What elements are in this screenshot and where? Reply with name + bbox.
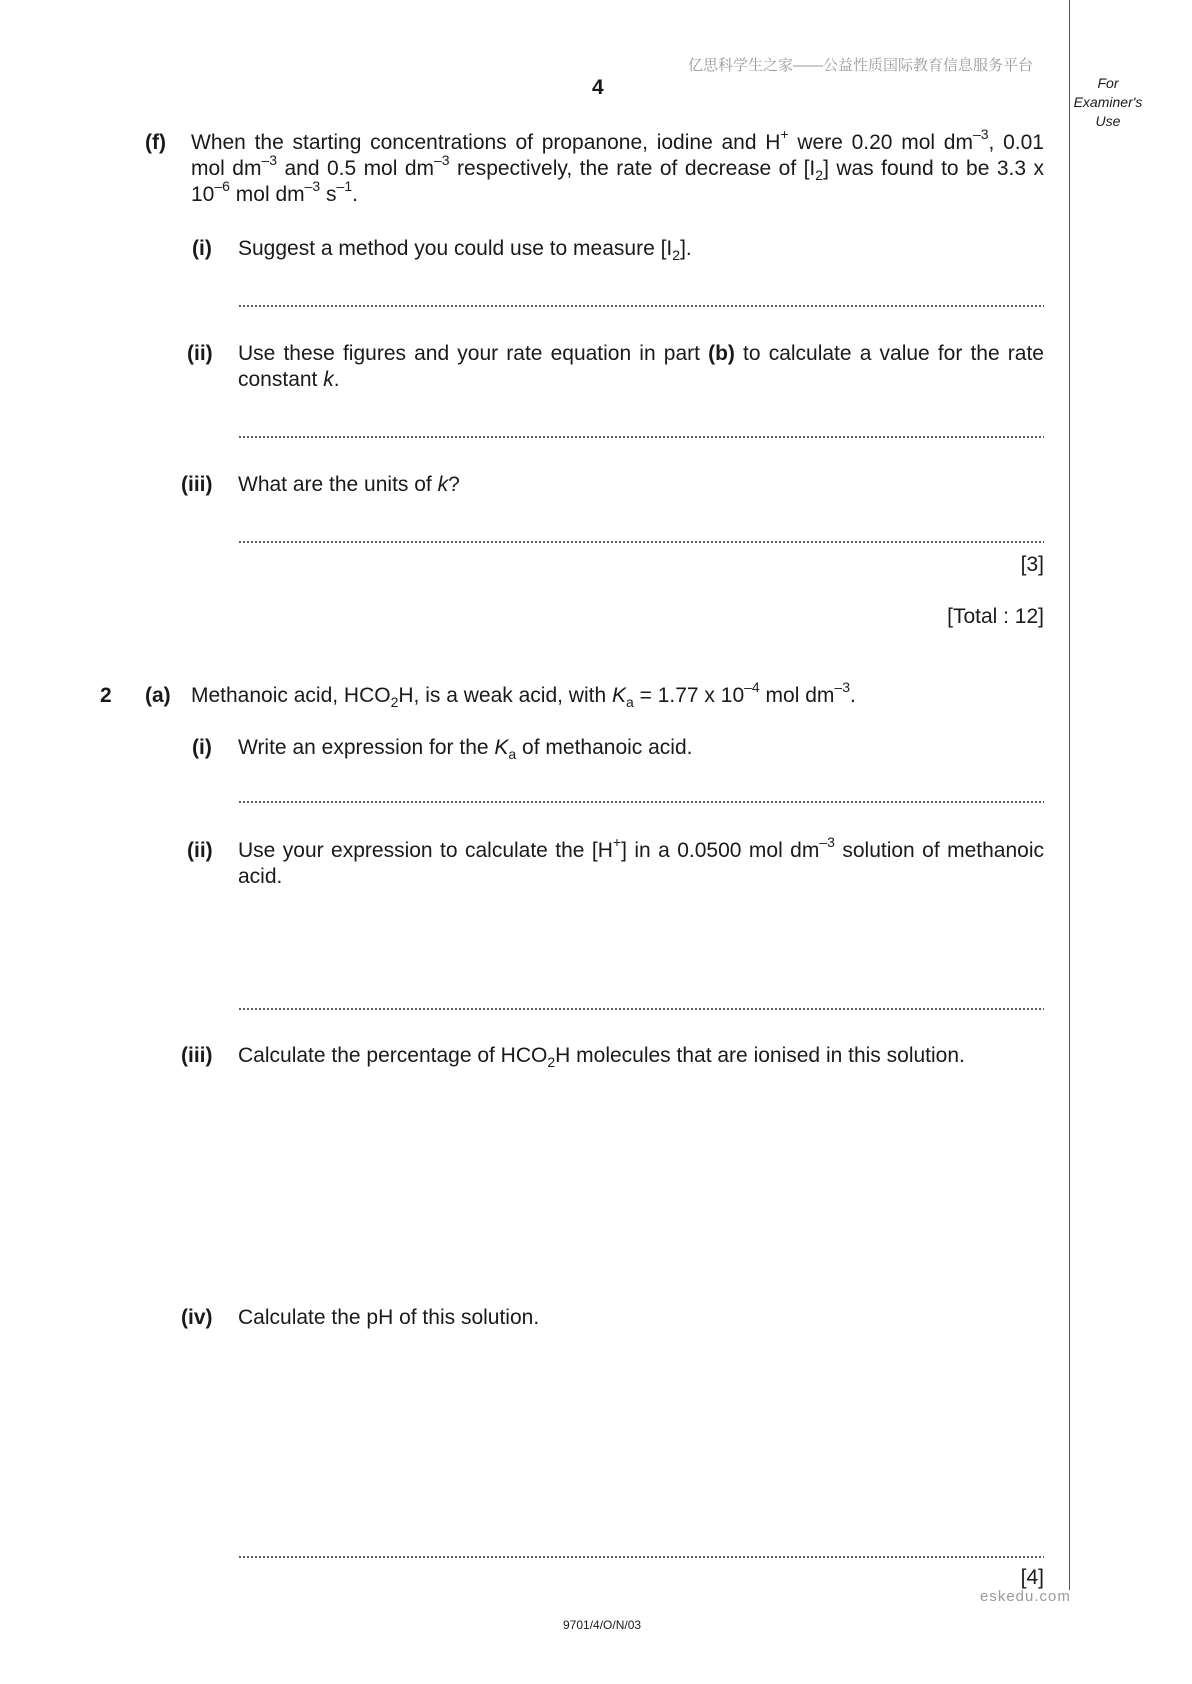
q2a-stem-c: = 1.77 x 10 <box>633 684 745 707</box>
q1f-sup-plus: + <box>780 126 789 142</box>
page-number: 4 <box>592 76 604 99</box>
q2a-stem-b: H, is a weak acid, with <box>398 684 612 707</box>
examiner-label-line-2: Examiner's <box>1073 94 1143 110</box>
q1f-stem <box>191 126 1044 208</box>
q2a-ii-sup-m3: –3 <box>819 834 835 850</box>
q2a-i-text <box>238 735 692 761</box>
q1f-iii-text-k: k <box>437 473 449 496</box>
q2a-ii-text <box>238 834 1044 890</box>
q2a-sup-m4: –4 <box>744 679 760 695</box>
q1f-stem-e: respectively, the rate of decrease of [I <box>449 157 816 180</box>
q2a-ii-text-c: solution of methanoic acid. <box>238 839 1044 888</box>
q1f-label: (f) <box>145 131 166 154</box>
q1f-ii-text-b: (b) <box>708 342 735 365</box>
q2a-ii-sup-plus: + <box>612 834 622 850</box>
q2a-label: (a) <box>145 684 171 707</box>
q2a-iv-answer-line[interactable] <box>238 1555 1044 1561</box>
q2a-stem <box>191 679 856 711</box>
q2a-i-text-a: Write an expression for the <box>238 736 495 759</box>
q2a-iii-sub-2: 2 <box>547 1054 556 1071</box>
q1f-i-text <box>238 236 692 262</box>
q1f-stem-g: mol dm <box>229 183 305 206</box>
q1f-mark: [3] <box>1020 553 1044 576</box>
q1f-sub-2: 2 <box>815 167 824 184</box>
q2a-i-text-sub: a <box>508 746 517 763</box>
q2a-stem-sub-a: a <box>626 694 634 711</box>
q1f-i-text-b: ]. <box>680 237 692 260</box>
q1f-ii-answer-line[interactable] <box>238 435 1044 441</box>
q2-number: 2 <box>100 684 112 707</box>
q1f-ii-text <box>238 341 1044 393</box>
q1f-iii-text-a: What are the units of <box>238 473 438 496</box>
q1f-ii-text-a: Use these figures and your rate equation in part <box>238 342 709 365</box>
q1f-stem-c: , 0.01 mol dm <box>191 131 1044 180</box>
q2a-iv-label: (iv) <box>181 1306 213 1329</box>
q1f-sup-m3-d: –3 <box>304 178 321 194</box>
q1f-stem-a: When the starting concentrations of propanone, iodine and H <box>191 131 781 154</box>
q1f-sup-m3-c: –3 <box>434 152 450 168</box>
q2a-ii-text-b: ] in a 0.0500 mol dm <box>621 839 820 862</box>
examiner-label-line-3: Use <box>1095 113 1121 129</box>
q2a-iii-label: (iii) <box>181 1044 213 1067</box>
watermark-top: 亿思科学生之家——公益性质国际教育信息服务平台 <box>688 57 1034 74</box>
q2a-mark: [4] <box>1020 1566 1044 1589</box>
examiner-label-line-1: For <box>1097 75 1119 91</box>
q2a-sup-m3: –3 <box>834 679 850 695</box>
q1f-stem-f: ] was found to be 3.3 x 10 <box>191 157 1044 206</box>
examiner-margin-line <box>1069 0 1070 1590</box>
q1f-ii-text-d: . <box>333 368 340 391</box>
q1f-ii-text-c: to calculate a value for the rate constant <box>238 342 1044 391</box>
q2a-stem-e: . <box>849 684 856 707</box>
q1f-ii-label: (ii) <box>187 342 213 365</box>
q1f-i-sub-2: 2 <box>672 247 681 264</box>
q1f-stem-b: were 0.20 mol dm <box>788 131 973 154</box>
watermark-bottom: eskedu.com <box>980 1588 1071 1605</box>
q2a-iii-text-a: Calculate the percentage of HCO <box>238 1044 548 1067</box>
q1f-iii-text-b: ? <box>448 473 460 496</box>
q1f-ii-text-k: k <box>323 368 334 391</box>
q2a-i-answer-line[interactable] <box>238 800 1044 806</box>
q2a-i-text-b: of methanoic acid. <box>516 736 693 759</box>
q1f-iii-answer-line[interactable] <box>238 540 1044 546</box>
q1f-sup-m3-b: –3 <box>261 152 278 168</box>
q1-total: [Total : 12] <box>947 605 1044 628</box>
q2a-ii-answer-line[interactable] <box>238 1007 1044 1013</box>
q1f-sup-m1: –1 <box>336 178 353 194</box>
q1f-sup-m3-a: –3 <box>972 126 989 142</box>
q2a-stem-K: K <box>611 684 626 707</box>
q1f-stem-i: . <box>352 183 358 206</box>
q2a-iii-text-b: H molecules that are ionised in this solution. <box>555 1044 965 1067</box>
q1f-iii-text <box>238 472 460 498</box>
q1f-i-label: (i) <box>192 237 212 260</box>
q1f-sup-m6: –6 <box>214 178 230 194</box>
q2a-stem-a: Methanoic acid, HCO <box>191 684 391 707</box>
q2a-i-label: (i) <box>192 736 212 759</box>
q2a-i-text-K: K <box>494 736 509 759</box>
q1f-stem-d: and 0.5 mol dm <box>277 157 435 180</box>
q1f-i-text-a: Suggest a method you could use to measure [I <box>238 237 673 260</box>
q2a-iii-text <box>238 1043 965 1069</box>
q2a-ii-text-a: Use your expression to calculate the [H <box>238 839 613 862</box>
q1f-stem-h: s <box>320 183 337 206</box>
q2a-iv-text: Calculate the pH of this solution. <box>238 1306 540 1329</box>
q1f-i-answer-line[interactable] <box>238 304 1044 310</box>
q1f-iii-label: (iii) <box>181 473 213 496</box>
footer-code: 9701/4/O/N/03 <box>563 1618 642 1632</box>
q2a-ii-label: (ii) <box>187 839 213 862</box>
q2a-sub-2: 2 <box>390 694 399 711</box>
examiner-use-box <box>1072 74 1144 131</box>
q2a-stem-d: mol dm <box>759 684 835 707</box>
